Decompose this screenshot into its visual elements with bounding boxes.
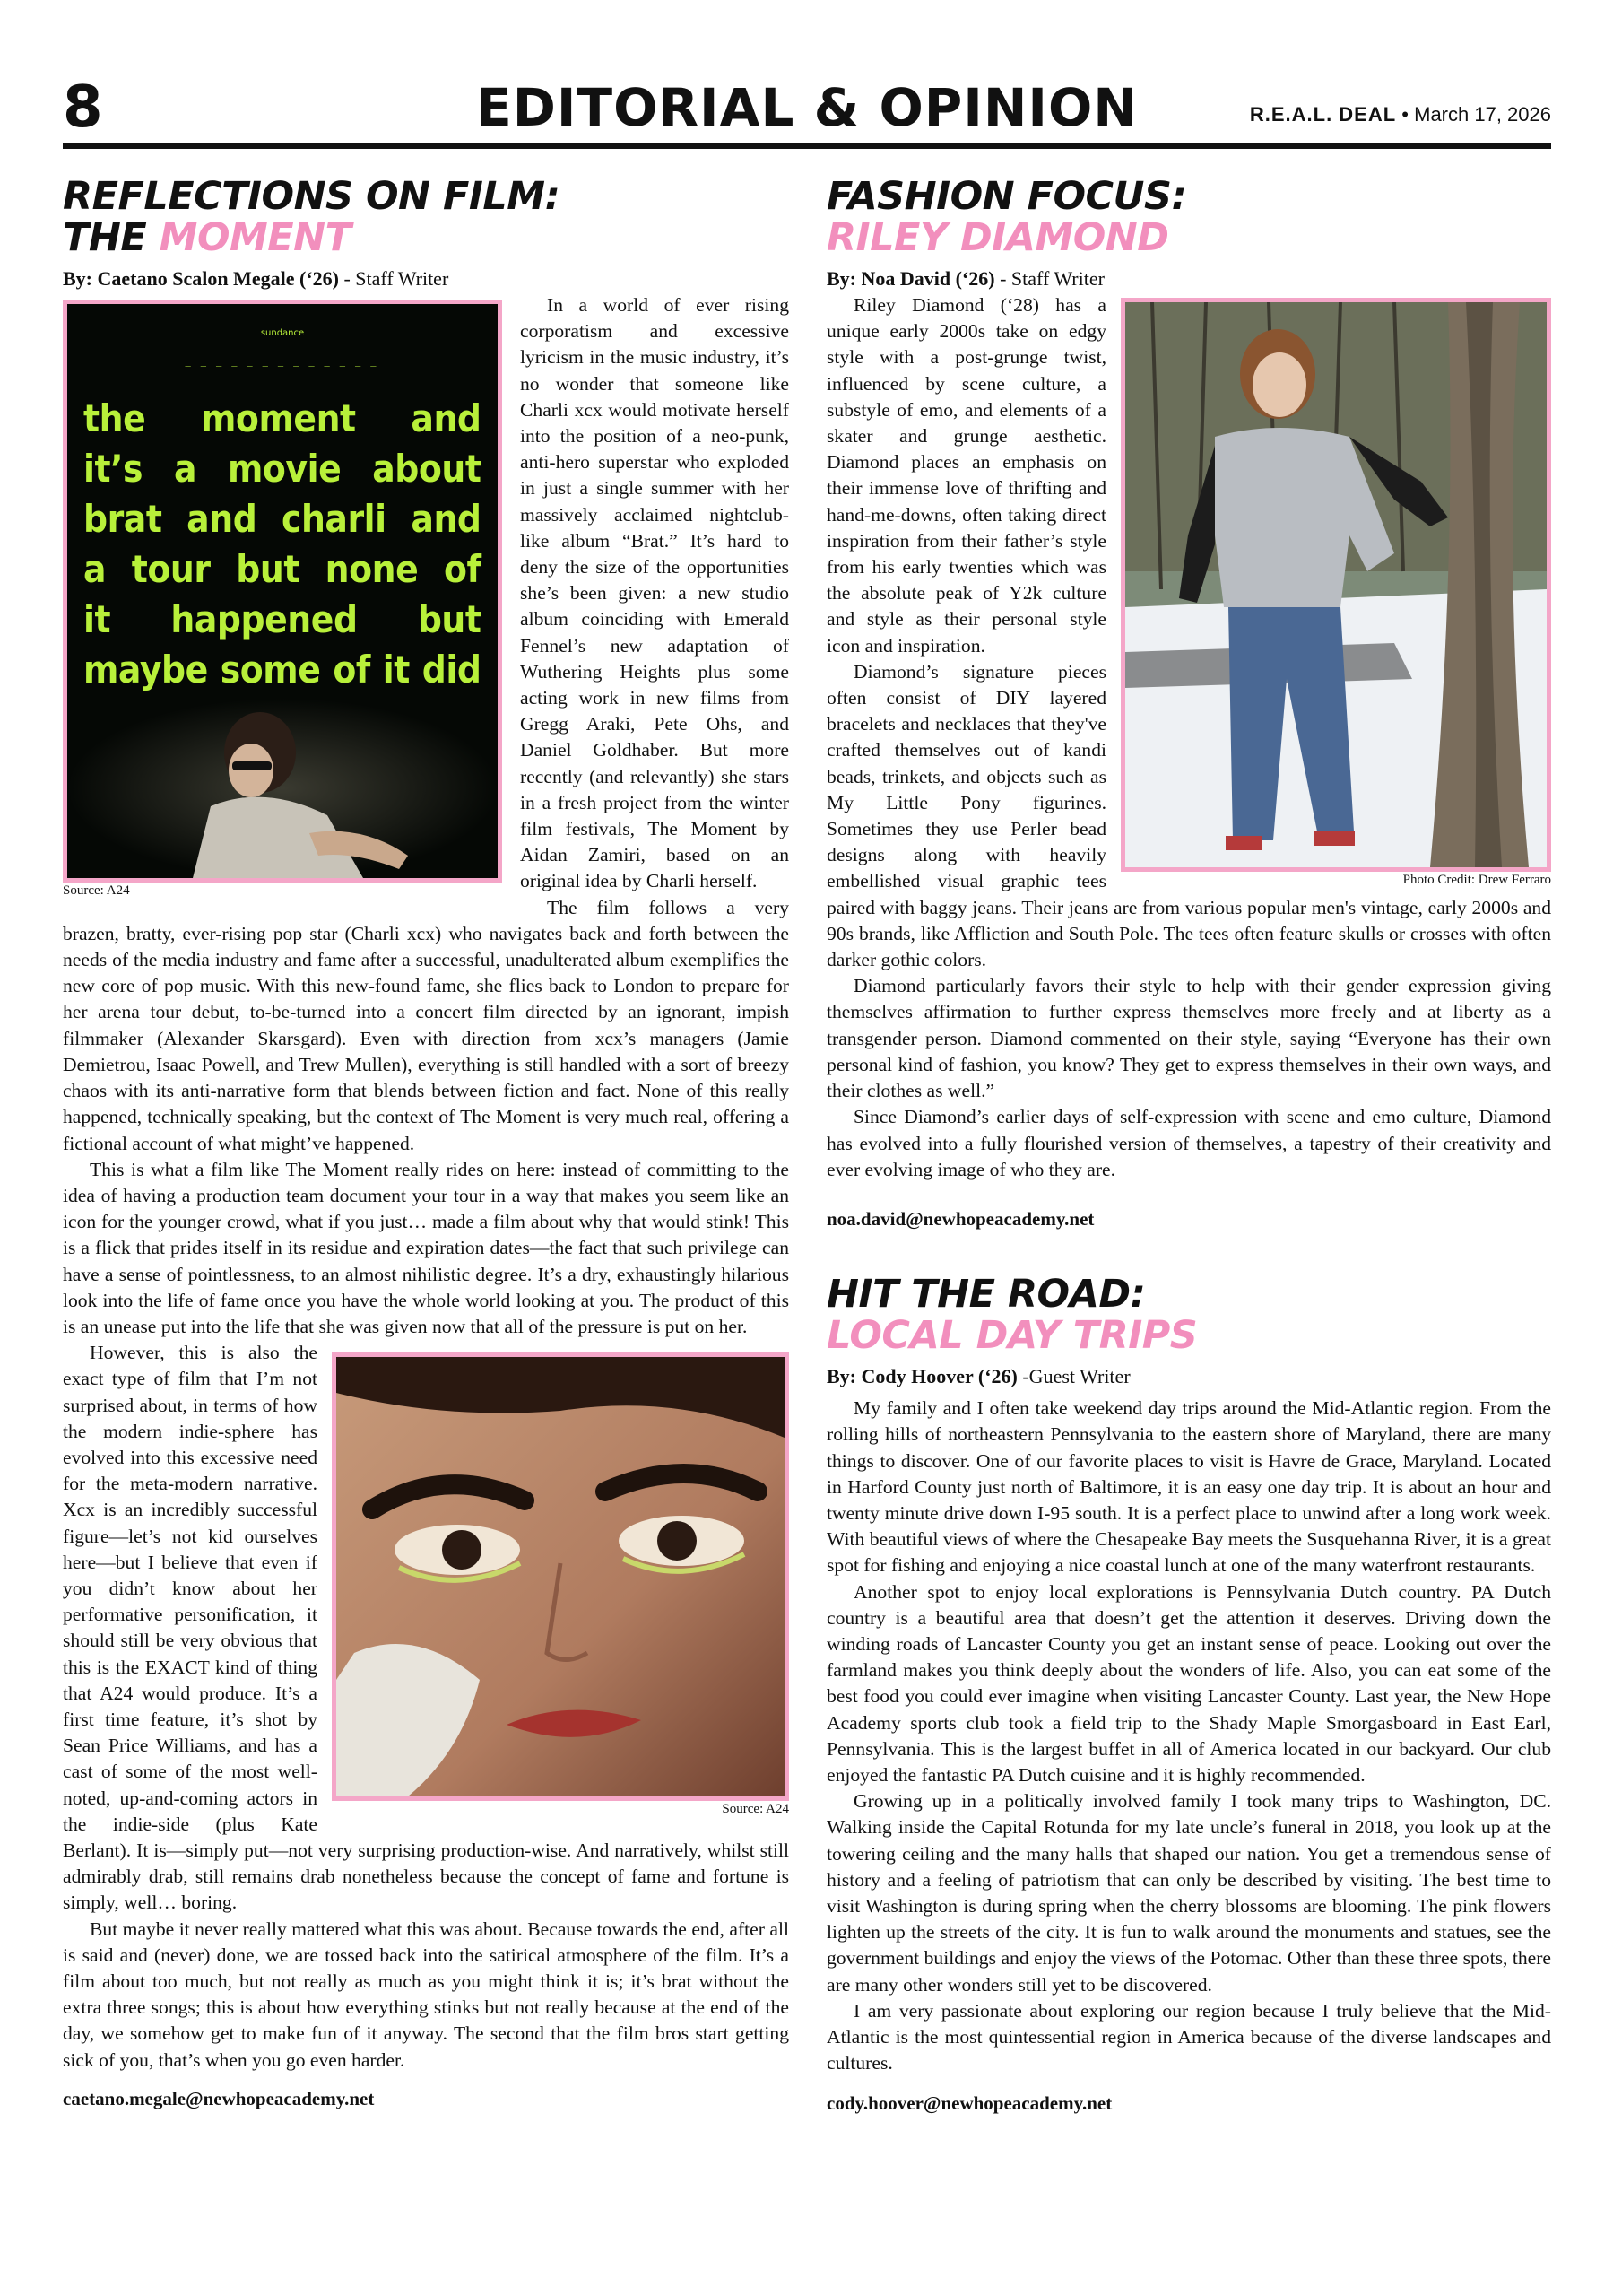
road-paragraph: Another spot to enjoy local explorations is Pennsylvania Dutch country. PA Dutch country is a beautiful area that doesn’t get the attention it deserves. Driving down the winding roads of Lancaster County you get an instant sense of peace. Looking out over the farmland makes you think deeply about the wonders of life. Also, you can eat some of the best food you could ever imagine when visiting Lancaster County. Last year, the New Hope Academy sports club took a field trip to the Shady Maple Smorgasboard in East Earl, Pennsylvania. This is the largest buffet in all of America located in our backyard. Our club enjoyed the fantastic PA Dutch cuisine and it is highly recommended. (827, 1580, 1551, 1786)
fashion-author-email[interactable]: noa.david@newhopeacademy.net (827, 1207, 1095, 1230)
poster-text-line: a tour but none of (83, 547, 481, 592)
road-article (827, 1274, 1551, 2117)
movie-poster (67, 304, 498, 878)
film-headline (63, 176, 789, 258)
riley-photo-scene (1125, 302, 1547, 867)
film-headline-line1: REFLECTIONS ON FILM: (63, 174, 560, 219)
road-headline-line1: HIT THE ROAD: (827, 1272, 1146, 1318)
section-title: EDITORIAL & OPINION (476, 77, 1138, 138)
road-author: By: Cody Hoover (‘26) (827, 1365, 1018, 1388)
masthead (63, 74, 1551, 144)
road-headline (827, 1272, 1551, 1359)
fashion-paragraph: Diamond’s signature pieces often consist of DIY layered bracelets and necklaces that they've crafted themselves out of kandi beads, trinkets, and objects such as My Little Pony figurines. Sometimes they use Perler bead designs along with heavily embellished visual graphic tees paired with baggy jeans. Their jeans are from various popular men's vintage, early 2000s and 90s brands, like Affliction and South Pole. The tees often feature skulls or crosses with often darker gothic colors. (827, 660, 1551, 971)
road-byline (827, 1363, 1551, 1390)
fashion-paragraph: Riley Diamond (‘28) has a unique early 2000s take on edgy style with a post-grunge twist, influenced by scene culture, a substyle of emo, and elements of a skater and grunge aesthetic. Diamond places an emphasis on their immense love of thrifting and hand-me-downs, often taking direct inspiration from their father’s style from his early twenties which was the absolute peak of Y2k culture and style as their personal style icon and inspiration. (827, 294, 1106, 657)
poster-photo-figure (67, 699, 498, 878)
issue-date: March 17, 2026 (1414, 103, 1551, 126)
poster-text-line: brat and charli and (83, 497, 481, 542)
fashion-article (827, 176, 1551, 2118)
road-paragraph: Growing up in a politically involved family I took many trips to Washington, DC. Walking inside the Capital Rotunda for my late uncle’s funeral in 2018, you look up at the towering ceiling and the many halls that shaped our nation. You get a tremendous sense of history and a feeling of patriotism that can only be described by visiting. The best time to visit Washington is during spring when the cherry blossoms are blooming. The pink flowers lighten up the streets of the city. It is fun to walk around the monuments and statues, see the government buildings and enjoy the views of the Potomac. Other than these three spots, there are many other wonders still yet to be discovered. (827, 1790, 1551, 1996)
film-headline-the: THE (63, 215, 160, 260)
film-article (63, 176, 789, 2112)
poster-cast-names: — — — — — — — — — — — — — (185, 362, 380, 370)
sundance-badge: sundance (260, 328, 305, 338)
fashion-byline (827, 265, 1551, 292)
film-paragraph: The film follows a very brazen, bratty, ever-rising pop star (Charli xcx) who navigates back and forth between the needs of the media industry and fame after a successful, unadulterated album exemplifies the new core of pop music. With this new-found fame, she flies back to London to prepare for her arena tour debut, to-be-turned into a concert film directed by an ignorant, impish filmmaker (Alexander Skarsgard). Even with direction from xcx’s managers (Jamie Demietrou, Isaac Powell, and Trew Mullen), everything is still handled with a sort of breezy chaos with its anti-narrative form that blends between fiction and fact. None of this really happened, technically speaking, but the context of The Moment is very much real, offering a fictional account of what might’ve happened. (63, 896, 789, 1154)
film-paragraph: However, this is also the exact type of film that I’m not surprised about, in terms of how the modern indie-sphere has evolved into this excessive need for the meta-modern narrative. Xcx is an incredibly successful figure—let’s not kid ourselves here—but I believe that even if you didn’t know about her performative personification, it should still be very obvious that this is the EXACT kind of thing that A24 would produce. It’s a first time feature, it’s shot by Sean Price Williams, and has a cast of some of the most well-noted, up-and-coming actors in the indie-side (plus Kate Berlant). It is—simply put—not very surprising production-wise. And narratively, whilst still admirably drab, still remains drab nonetheless because the concept of fame and fortune is simply, well… boring. (63, 1342, 789, 1914)
film-paragraph: In a world of ever rising corporatism and excessive lyricism in the music industry, it’s no wonder that someone like Charli xcx would motivate herself into the position of a neo-punk, anti-hero superstar who exploded in just a single summer with her massively acclaimed nightclub-like album “Brat.” It’s hard to deny the size of the opportunities she’s been given: a new studio album coinciding with Emerald Fennel’s new adaptation of Wuthering Heights plus some acting work in new films from Gregg Araki, Pete Ohs, and Daniel Goldhaber. But more recently (and relevantly) she stars in a fresh project from the winter film festivals, The Moment by Aidan Zamiri, based on an original idea by Charli herself. (520, 294, 789, 892)
poster-text-line: it happened but (83, 597, 481, 642)
still-source: Source: A24 (722, 1802, 789, 1817)
poster-figure (63, 300, 502, 899)
film-paragraph: But maybe it never really mattered what this was about. Because towards the end, after all is said and (never) done, we are tossed back into the satirical atmosphere of the film. It’s a film about too much, but not really as much as you might think it is; it’s brat without the extra three songs; this is about how everything stinks but not really because at the end of the day, we somehow get to make fun of it anyway. The second that the film bros start getting sick of you, that’s when you go even harder. (63, 1918, 789, 2071)
paper-name: R.E.A.L. DEAL (1249, 103, 1397, 126)
poster-text-line: maybe some of it did (83, 648, 481, 692)
film-author: By: Caetano Scalon Megale (‘26) (63, 267, 339, 290)
fashion-paragraph: Diamond particularly favors their style to help with their gender expression giving themselves affirmation to further express themselves more freely and at liberty as a transgender person. Diamond commented on their style, saying “Everyone has their own personal kind of fashion, you know? They get to express themselves in their own ways, and their clothes as well.” (827, 975, 1551, 1102)
road-author-email[interactable]: cody.hoover@newhopeacademy.net (827, 2092, 1113, 2115)
poster-text-line: the moment and (83, 396, 481, 441)
masthead-rule (63, 144, 1551, 149)
fashion-headline-line1: FASHION FOCUS: (827, 174, 1187, 219)
road-headline-line2: LOCAL DAY TRIPS (827, 1313, 1198, 1359)
riley-photo (1121, 298, 1551, 872)
film-paragraph: This is what a film like The Moment really rides on here: instead of committing to the idea of having a production team document your tour in a way that makes you seem like an icon for the younger crowd, what if you just… made a film about why that would stink! This is a flick that prides itself in its residue and expiration dates—the fact that such privilege can have a sense of pointlessness, to an almost nihilistic degree. It’s a dry, exhaustingly hilarious look into the life of fame once you have the whole world looking at you. The product of this is an unease put into the life that she was given now that all of the pressure is put on her. (63, 1158, 789, 1337)
fashion-headline-line2: RILEY DIAMOND (827, 215, 1169, 260)
page-number: 8 (63, 74, 103, 141)
poster-text-line: it’s a movie about (83, 447, 481, 491)
still-figure (332, 1352, 789, 1817)
film-byline (63, 265, 789, 292)
fashion-paragraph: Since Diamond’s earlier days of self-expression with scene and emo culture, Diamond has evolved into a fully flourished version of themselves, a tapestry of their creativity and ever evolving image of who they are. (827, 1106, 1551, 1180)
fashion-author-role: - Staff Writer (994, 267, 1105, 290)
film-headline-line2 (63, 217, 789, 258)
issue-separator: • (1396, 103, 1415, 126)
film-still-face (336, 1357, 785, 1796)
film-still-image (332, 1352, 789, 1801)
film-headline-moment: MOMENT (159, 215, 351, 260)
riley-photo-credit: Photo Credit: Drew Ferraro (1402, 873, 1551, 887)
film-author-email[interactable]: caetano.megale@newhopeacademy.net (63, 2087, 375, 2109)
riley-photo-figure (1121, 298, 1551, 888)
road-paragraph: My family and I often take weekend day trips around the Mid-Atlantic region. From the rolling hills of northeastern Pennsylvania to the eastern shore of Maryland, there are many things to discover. One of our favorite places to visit is Havre de Grace, Maryland. Located in Harford County just north of Baltimore, it is an easy one day trip. It is about an hour and twenty minute drive down I-95 south. It is a perfect place to unwind after a long work week. With beautiful views of where the Chesapeake Bay meets the Susquehanna River, it is a great spot for fishing and enjoying a nice coastal lunch at one of the many waterfront restaurants. (827, 1397, 1551, 1577)
fashion-headline (827, 176, 1551, 258)
film-author-role: - Staff Writer (338, 267, 449, 290)
fashion-author: By: Noa David (‘26) (827, 267, 995, 290)
issue-info (1250, 102, 1551, 127)
road-author-role: -Guest Writer (1017, 1365, 1131, 1388)
poster-image (63, 300, 502, 883)
poster-source: Source: A24 (63, 883, 130, 898)
road-paragraph: I am very passionate about exploring our region because I truly believe that the Mid-Atlantic is the most quintessential region in America because of the diverse landscapes and cultures. (827, 1999, 1551, 2074)
